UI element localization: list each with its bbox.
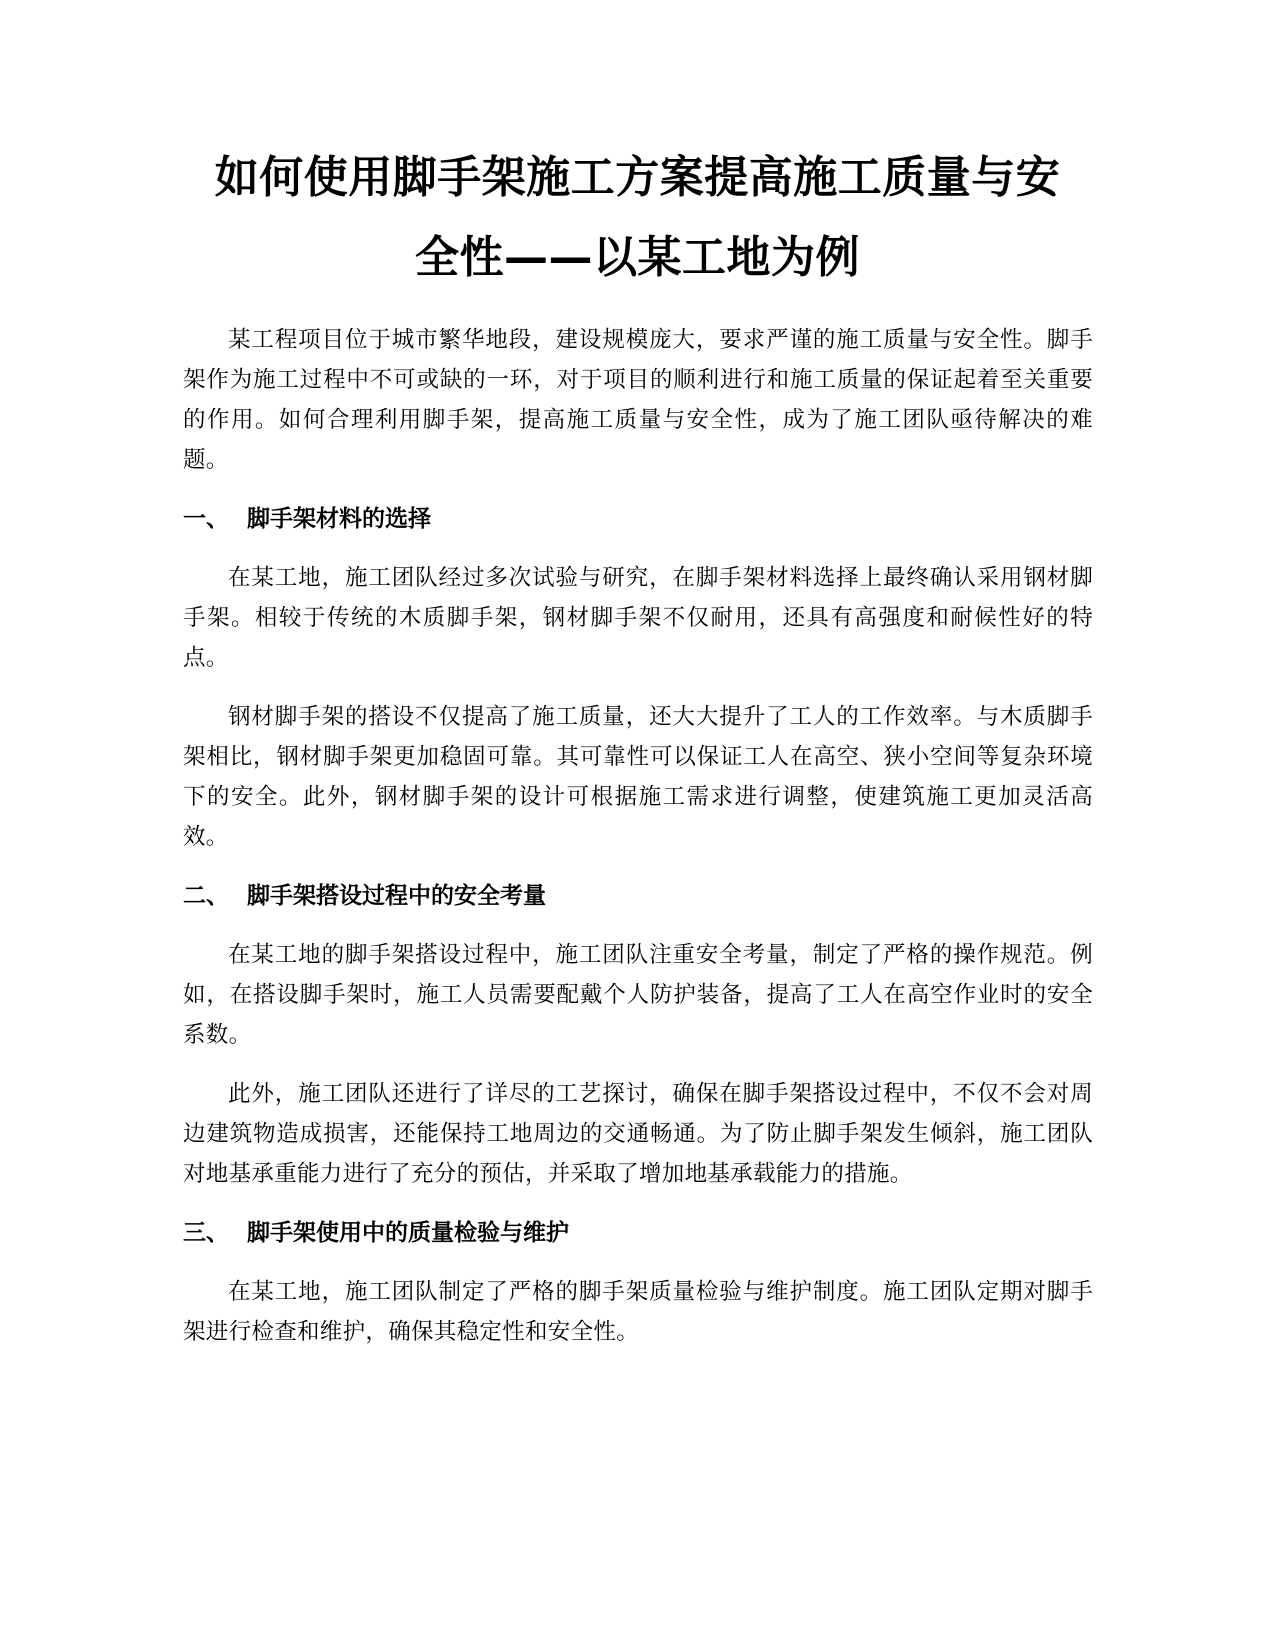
section-3-number: 三、 bbox=[183, 1220, 229, 1246]
title-line-2: 全性——以某工地为例 bbox=[415, 232, 860, 283]
section-2-heading bbox=[183, 876, 1093, 916]
section-1-paragraph-2: 钢材脚手架的搭设不仅提高了施工质量，还大大提升了工人的工作效率。与木质脚手架相比，钢材脚手架更加稳固可靠。其可靠性可以保证工人在高空、狭小空间等复杂环境下的安全。此外，钢材脚手架的设计可根据施工需求进行调整，使建筑施工更加灵活高效。 bbox=[183, 704, 1093, 850]
section-2-title: 脚手架搭设过程中的安全考量 bbox=[247, 883, 546, 909]
section-2-paragraph-1: 在某工地的脚手架搭设过程中，施工团队注重安全考量，制定了严格的操作规范。例如，在搭设脚手架时，施工人员需要配戴个人防护装备，提高了工人在高空作业时的安全系数。 bbox=[183, 942, 1093, 1048]
title-line-1: 如何使用脚手架施工方案提高施工质量与安 bbox=[214, 152, 1061, 203]
section-3-title: 脚手架使用中的质量检验与维护 bbox=[247, 1220, 569, 1246]
document-body bbox=[183, 320, 1093, 1371]
section-3-paragraph-1: 在某工地，施工团队制定了严格的脚手架质量检验与维护制度。施工团队定期对脚手架进行检查和维护，确保其稳定性和安全性。 bbox=[183, 1279, 1093, 1345]
section-2-paragraph-2: 此外，施工团队还进行了详尽的工艺探讨，确保在脚手架搭设过程中，不仅不会对周边建筑物造成损害，还能保持工地周边的交通畅通。为了防止脚手架发生倾斜，施工团队对地基承重能力进行了充分的预估，并采取了增加地基承载能力的措施。 bbox=[183, 1081, 1093, 1187]
section-3-heading bbox=[183, 1213, 1093, 1253]
section-1-paragraph-1: 在某工地，施工团队经过多次试验与研究，在脚手架材料选择上最终确认采用钢材脚手架。相较于传统的木质脚手架，钢材脚手架不仅耐用，还具有高强度和耐候性好的特点。 bbox=[183, 565, 1093, 671]
intro-paragraph: 某工程项目位于城市繁华地段，建设规模庞大，要求严谨的施工质量与安全性。脚手架作为施工过程中不可或缺的一环，对于项目的顺利进行和施工质量的保证起着至关重要的作用。如何合理利用脚手架，提高施工质量与安全性，成为了施工团队亟待解决的难题。 bbox=[183, 327, 1093, 473]
section-2-number: 二、 bbox=[183, 883, 229, 909]
section-1-title: 脚手架材料的选择 bbox=[247, 506, 431, 532]
section-1-heading bbox=[183, 499, 1093, 539]
document-title bbox=[150, 138, 1125, 298]
section-1-number: 一、 bbox=[183, 506, 229, 532]
